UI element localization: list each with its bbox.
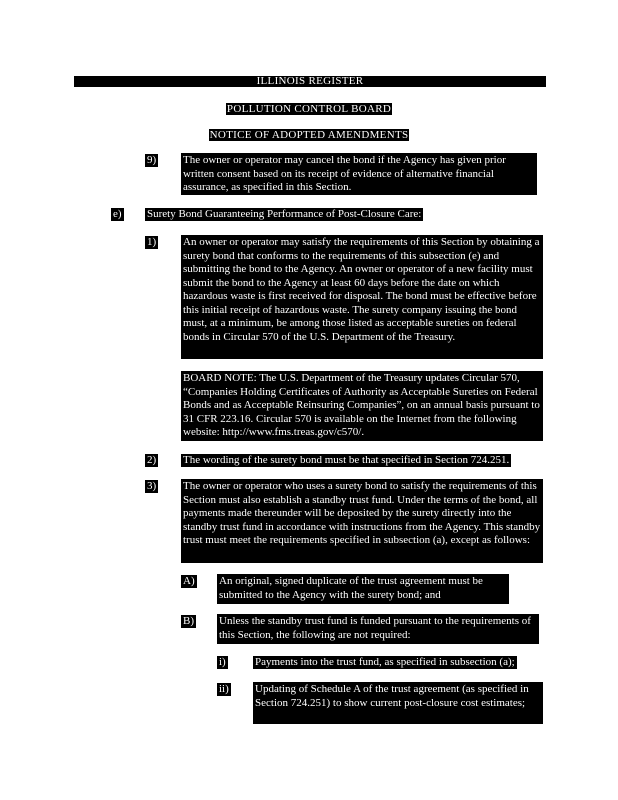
item-B-label: B) [183,615,194,627]
item-i-text: Payments into the trust fund, as specified in subsection (a); [255,656,515,668]
notice-title: NOTICE OF ADOPTED AMENDMENTS [209,129,409,141]
register-header-bar [74,76,546,87]
board-name: POLLUTION CONTROL BOARD [226,103,392,115]
section-e-heading: Surety Bond Guaranteeing Performance of Post-Closure Care: [147,208,422,220]
item-A-label: A) [183,575,195,587]
notice-line [0,125,618,143]
board-name-line [0,99,618,117]
item-A-text: An original, signed duplicate of the trust agreement must be submitted to the Agency with the surety bond; and [217,574,509,604]
section-e-label: e) [113,208,122,220]
item-2-label: 2) [147,454,157,466]
board-note-text: BOARD NOTE: The U.S. Department of the Treasury updates Circular 570, “Companies Holding Certificates of Authority as Acceptable Sureties on Federal Bonds and as Acceptable Reinsuring Companies”, on an annual basis pursuant to 31 CFR 223.16. Circular 570 is available on the Internet from the following website: http://www.fms.treas.gov/c570/. [181,371,543,441]
item-2-text: The wording of the surety bond must be that specified in Section 724.251. [183,454,510,466]
item-9-text: The owner or operator may cancel the bond if the Agency has given prior written consent based on its receipt of evidence of alternative financial assurance, as specified in this Section. [181,153,537,195]
register-title: ILLINOIS REGISTER [256,75,364,87]
item-1-label: 1) [147,236,157,248]
item-ii-text: Updating of Schedule A of the trust agreement (as specified in Section 724.251) to show current post-closure cost estimates; [253,682,543,724]
item-i-label: i) [219,656,226,668]
item-B-text: Unless the standby trust fund is funded pursuant to the requirements of this Section, the following are not required: [217,614,539,644]
item-ii-label: ii) [219,683,229,695]
item-3-text: The owner or operator who uses a surety bond to satisfy the requirements of this Section must also establish a standby trust fund. Under the terms of the bond, all payments made thereunder will be deposited by the surety directly into the standby trust fund in accordance with instructions from the Agency. This standby trust must meet the requirements specified in subsection (a), except as follows: [181,479,543,563]
item-9-label: 9) [147,154,157,166]
item-1-text: An owner or operator may satisfy the requirements of this Section by obtaining a surety bond that conforms to the requirements of this subsection (e) and submitting the bond to the Agency. An owner or operator of a new facility must submit the bond to the Agency at least 60 days before the date on which hazardous waste is first received for disposal. The bond must be effective before this initial receipt of hazardous waste. The surety company issuing the bond must, at a minimum, be among those listed as acceptable sureties on federal bonds in Circular 570 of the U.S. Department of the Treasury. [181,235,543,359]
item-3-label: 3) [147,480,157,492]
